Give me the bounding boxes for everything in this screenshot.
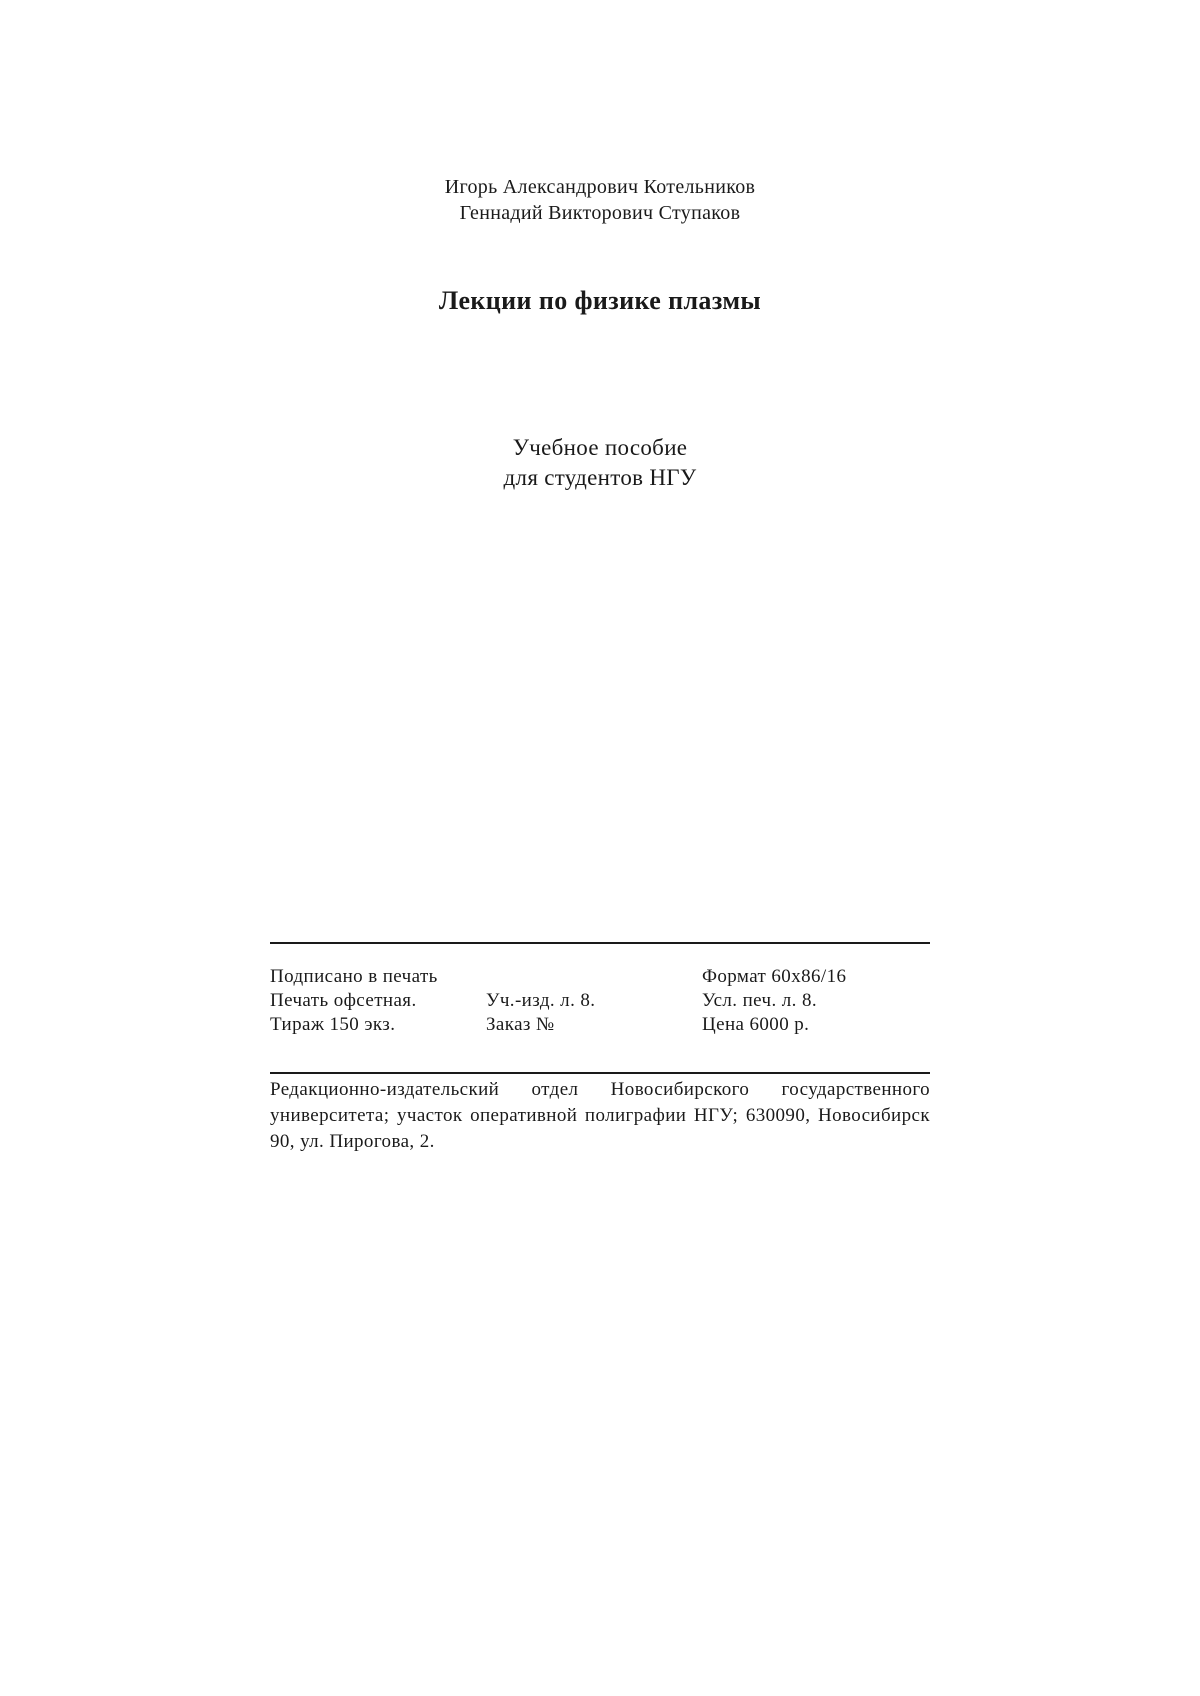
imprint-row [270, 965, 930, 989]
imprint-cell: Заказ № [486, 1014, 555, 1035]
subtitle-line: Учебное пособие [512, 435, 688, 460]
imprint-cell: Подписано в печать [270, 966, 438, 987]
imprint-cell: Цена 6000 р. [702, 1014, 810, 1035]
divider-line [270, 942, 930, 944]
imprint-cell: Усл. печ. л. 8. [702, 990, 817, 1011]
authors-block [0, 174, 1200, 226]
divider-line [270, 1072, 930, 1074]
imprint-cell: Уч.-изд. л. 8. [486, 990, 596, 1011]
imprint-table [270, 965, 930, 1037]
imprint-cell: Тираж 150 экз. [270, 1014, 396, 1035]
imprint-row [270, 1013, 930, 1037]
author-name: Игорь Александрович Котельников [444, 176, 756, 198]
author-name: Геннадий Викторович Ступаков [459, 202, 741, 224]
publisher-info: Редакционно-издательский отдел Новосибирского государственного университета; участок оперативной полиграфии НГУ; 630090, Новосибирск 90, ул. Пирогова, 2. [270, 1079, 930, 1152]
imprint-cell: Формат 60x86/16 [702, 966, 847, 987]
book-subtitle [0, 433, 1200, 493]
imprint-row [270, 989, 930, 1013]
imprint-cell: Печать офсетная. [270, 990, 417, 1011]
book-title: Лекции по физике плазмы [438, 286, 762, 315]
subtitle-line: для студентов НГУ [503, 465, 697, 490]
